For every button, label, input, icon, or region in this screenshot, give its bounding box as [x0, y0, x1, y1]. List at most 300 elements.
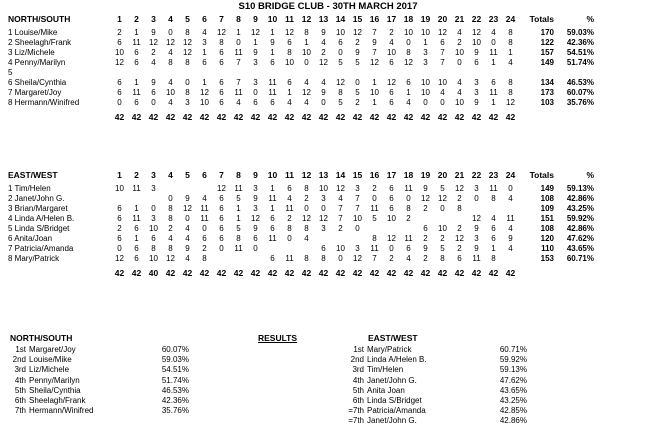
- result-row: [4, 365, 189, 375]
- score-cell: [485, 204, 502, 214]
- score-cell: 12: [183, 38, 192, 47]
- score-cell: 8: [168, 244, 173, 253]
- board-total: 42: [318, 112, 329, 122]
- board-total: 42: [505, 268, 516, 278]
- score-cell: 12: [302, 88, 311, 97]
- score-cell: 9: [253, 48, 258, 57]
- result-pair: Penny/Marilyn: [29, 375, 80, 385]
- board-number: 1: [117, 14, 122, 24]
- board-total: 42: [216, 268, 227, 278]
- score-cell: 4: [151, 58, 156, 67]
- result-pair: Patricia/Amanda: [367, 406, 426, 416]
- score-cell: 8: [168, 58, 173, 67]
- score-cell: 8: [508, 78, 513, 87]
- score-cell: [502, 204, 519, 214]
- score-cell: [111, 68, 128, 78]
- result-percent: 43.65%: [499, 385, 527, 395]
- score-cell: 10: [285, 58, 294, 67]
- score-cell: 9: [372, 38, 377, 47]
- pair-percent: 60.71%: [566, 254, 594, 263]
- board-number: 2: [134, 14, 139, 24]
- score-cell: 6: [423, 224, 428, 233]
- score-cell: 4: [457, 88, 462, 97]
- score-cell: 7: [236, 78, 241, 87]
- table-row: [8, 194, 594, 204]
- score-cell: [162, 184, 179, 194]
- result-pair: Janet/John G.: [367, 416, 417, 426]
- board-number: 18: [403, 170, 414, 180]
- score-cell: 6: [117, 234, 122, 243]
- score-cell: 6: [389, 204, 394, 213]
- board-total: 42: [182, 112, 193, 122]
- board-number: 10: [267, 14, 278, 24]
- board-total: 42: [199, 112, 210, 122]
- pair-name: 2 Sheelagh/Frank: [8, 38, 72, 47]
- score-cell: 6: [219, 224, 224, 233]
- score-cell: 7: [338, 214, 343, 223]
- score-cell: 11: [200, 204, 209, 213]
- result-pair: Mary/Patrick: [367, 345, 412, 355]
- result-percent: 47.62%: [499, 375, 527, 385]
- result-rank: 5th: [14, 385, 26, 395]
- result-percent: 42.85%: [499, 406, 527, 416]
- score-cell: 4: [406, 98, 411, 107]
- result-percent: 59.13%: [499, 365, 527, 375]
- pair-name: 7 Patricia/Amanda: [8, 244, 74, 253]
- score-cell: [213, 254, 230, 264]
- board-total: 42: [488, 112, 499, 122]
- score-cell: 5: [372, 214, 377, 223]
- result-row: [342, 376, 527, 386]
- score-cell: [230, 68, 247, 78]
- pct-header: %: [586, 170, 594, 180]
- score-cell: 10: [149, 224, 158, 233]
- page-title: S10 BRIDGE CLUB - 30TH MARCH 2017: [238, 1, 418, 12]
- score-cell: 0: [406, 38, 411, 47]
- score-cell: 10: [319, 184, 328, 193]
- board-total: 42: [437, 268, 448, 278]
- score-cell: [298, 244, 315, 254]
- score-cell: 9: [423, 244, 428, 253]
- score-cell: 6: [287, 78, 292, 87]
- score-cell: 6: [270, 98, 275, 107]
- score-cell: [145, 194, 162, 204]
- score-cell: 2: [423, 234, 428, 243]
- result-rank: 4th: [352, 375, 364, 385]
- score-cell: 2: [338, 224, 343, 233]
- score-cell: [383, 224, 400, 234]
- table-row: [8, 224, 594, 234]
- score-cell: 4: [508, 224, 513, 233]
- score-cell: 8: [321, 254, 326, 263]
- score-cell: 0: [151, 204, 156, 213]
- score-cell: 11: [268, 78, 277, 87]
- score-cell: 2: [355, 38, 360, 47]
- score-cell: 10: [455, 48, 464, 57]
- score-cell: 10: [438, 224, 447, 233]
- board-total: 42: [114, 268, 125, 278]
- score-cell: 2: [389, 254, 394, 263]
- result-rank: =7th: [348, 406, 364, 416]
- score-cell: 12: [370, 58, 379, 67]
- score-cell: 4: [236, 98, 241, 107]
- score-cell: 12: [336, 78, 345, 87]
- score-cell: 9: [321, 88, 326, 97]
- table-row: [8, 214, 594, 224]
- pair-percent: 59.13%: [566, 184, 594, 193]
- pair-percent: 42.36%: [566, 38, 594, 47]
- score-cell: 6: [219, 214, 224, 223]
- score-cell: 3: [151, 214, 156, 223]
- score-cell: 9: [355, 48, 360, 57]
- totals-header: Totals: [529, 170, 554, 180]
- score-cell: 6: [219, 234, 224, 243]
- score-cell: 0: [168, 194, 173, 203]
- score-cell: [451, 214, 468, 224]
- score-cell: 6: [219, 88, 224, 97]
- score-cell: 3: [321, 194, 326, 203]
- result-pair: Liz/Michele: [29, 365, 70, 375]
- score-cell: 9: [253, 224, 258, 233]
- score-cell: 12: [217, 184, 226, 193]
- result-pair: Linda A/Helen B.: [367, 355, 427, 365]
- result-row: [342, 416, 527, 426]
- score-cell: 1: [270, 204, 275, 213]
- score-cell: 0: [406, 194, 411, 203]
- score-cell: 5: [355, 58, 360, 67]
- score-cell: 6: [474, 58, 479, 67]
- result-rank: =7th: [348, 416, 364, 426]
- result-percent: 51.74%: [161, 375, 189, 385]
- score-cell: 10: [149, 254, 158, 263]
- score-cell: 11: [200, 214, 209, 223]
- score-cell: 3: [423, 58, 428, 67]
- pair-name: 6 Sheila/Cynthia: [8, 78, 67, 87]
- score-cell: 6: [202, 58, 207, 67]
- board-total: 42: [437, 112, 448, 122]
- score-cell: 10: [336, 244, 345, 253]
- board-number: 2: [134, 170, 139, 180]
- score-cell: 6: [321, 244, 326, 253]
- score-cell: 6: [219, 98, 224, 107]
- score-cell: 5: [338, 58, 343, 67]
- score-cell: 12: [336, 184, 345, 193]
- score-cell: 3: [151, 184, 156, 193]
- board-number: 22: [471, 14, 482, 24]
- score-cell: 6: [491, 78, 496, 87]
- board-total: 42: [488, 268, 499, 278]
- result-rank: 1st: [353, 345, 364, 355]
- board-total: 42: [403, 112, 414, 122]
- score-cell: 3: [474, 234, 479, 243]
- score-cell: 1: [134, 234, 139, 243]
- pair-name: 8 Hermann/Winifred: [8, 98, 80, 107]
- board-total: 42: [148, 112, 159, 122]
- score-cell: 4: [287, 98, 292, 107]
- score-cell: 11: [268, 88, 277, 97]
- footer-label: [8, 112, 111, 122]
- board-total: 42: [386, 268, 397, 278]
- score-cell: 12: [115, 254, 124, 263]
- board-number: 5: [185, 14, 190, 24]
- table-row: [8, 204, 594, 214]
- score-cell: 12: [285, 28, 294, 37]
- score-cell: 1: [236, 204, 241, 213]
- board-number: 17: [386, 14, 397, 24]
- score-cell: 9: [474, 224, 479, 233]
- board-total: 42: [233, 268, 244, 278]
- score-cell: [400, 68, 417, 78]
- score-cell: 6: [117, 88, 122, 97]
- score-cell: 12: [387, 78, 396, 87]
- score-cell: 4: [491, 214, 496, 223]
- pair-total: 110: [541, 244, 554, 253]
- score-cell: 12: [183, 204, 192, 213]
- score-cell: 9: [151, 28, 156, 37]
- score-cell: 11: [370, 244, 379, 253]
- score-cell: 9: [185, 194, 190, 203]
- score-cell: 2: [440, 234, 445, 243]
- board-total: 42: [267, 112, 278, 122]
- board-number: 3: [151, 14, 156, 24]
- board-number: 20: [437, 170, 448, 180]
- board-total: 42: [233, 112, 244, 122]
- result-rank: 3rd: [352, 365, 364, 375]
- board-total: 42: [454, 112, 465, 122]
- result-rank: 6th: [14, 396, 26, 406]
- board-total: 42: [471, 268, 482, 278]
- score-cell: [400, 224, 417, 234]
- board-number: 9: [253, 170, 258, 180]
- score-cell: [179, 68, 196, 78]
- north-south-table: [8, 14, 594, 122]
- score-cell: 2: [151, 48, 156, 57]
- score-cell: [162, 68, 179, 78]
- east-west-table: [8, 170, 594, 278]
- score-cell: 1: [372, 98, 377, 107]
- score-cell: 6: [270, 214, 275, 223]
- score-cell: 6: [134, 98, 139, 107]
- score-cell: [502, 254, 519, 264]
- score-cell: 11: [506, 214, 515, 223]
- pair-percent: 47.62%: [566, 234, 594, 243]
- table-row: [8, 28, 594, 38]
- score-cell: [213, 68, 230, 78]
- totals-header: Totals: [529, 14, 554, 24]
- score-cell: 8: [151, 244, 156, 253]
- pair-name: 8 Mary/Patrick: [8, 254, 60, 263]
- score-cell: 10: [421, 88, 430, 97]
- score-cell: 6: [134, 224, 139, 233]
- score-cell: [264, 244, 281, 254]
- score-cell: 6: [440, 38, 445, 47]
- score-cell: 10: [438, 78, 447, 87]
- score-cell: 0: [117, 98, 122, 107]
- score-cell: 9: [474, 244, 479, 253]
- section-heading: NORTH/SOUTH: [8, 14, 71, 24]
- score-cell: 2: [168, 224, 173, 233]
- score-cell: 1: [304, 38, 309, 47]
- score-cell: 12: [319, 58, 328, 67]
- board-total: 42: [250, 112, 261, 122]
- board-number: 7: [219, 14, 224, 24]
- board-number: 11: [285, 170, 294, 180]
- pair-total: 173: [540, 88, 554, 97]
- score-cell: 11: [132, 214, 141, 223]
- result-row: [4, 355, 189, 365]
- score-cell: 4: [185, 234, 190, 243]
- score-cell: 10: [472, 38, 481, 47]
- score-cell: 0: [253, 88, 258, 97]
- score-cell: 6: [253, 234, 258, 243]
- score-cell: 6: [151, 88, 156, 97]
- score-cell: 3: [474, 88, 479, 97]
- score-cell: [111, 194, 128, 204]
- header-row: [8, 14, 594, 24]
- score-cell: 4: [321, 38, 326, 47]
- result-pair: Louise/Mike: [29, 355, 72, 365]
- result-percent: 35.76%: [161, 406, 189, 416]
- board-number: 11: [285, 14, 294, 24]
- score-cell: 12: [455, 184, 464, 193]
- result-row: [342, 396, 527, 406]
- score-cell: 10: [200, 98, 209, 107]
- score-cell: 6: [389, 184, 394, 193]
- board-number: 12: [301, 170, 312, 180]
- score-cell: 6: [117, 38, 122, 47]
- score-cell: 7: [440, 48, 445, 57]
- score-cell: 10: [353, 214, 362, 223]
- score-cell: 11: [472, 254, 481, 263]
- pair-total: [519, 68, 554, 78]
- score-cell: 0: [321, 98, 326, 107]
- score-cell: 12: [319, 214, 328, 223]
- pair-percent: 46.53%: [566, 78, 594, 87]
- score-cell: 11: [234, 184, 243, 193]
- score-cell: 0: [236, 38, 241, 47]
- score-cell: 6: [389, 98, 394, 107]
- score-cell: 2: [304, 194, 309, 203]
- score-cell: 4: [168, 48, 173, 57]
- score-cell: 0: [338, 48, 343, 57]
- score-cell: 4: [508, 194, 513, 203]
- score-cell: [485, 68, 502, 78]
- result-row: [4, 406, 189, 416]
- pct-header: %: [586, 14, 594, 24]
- score-cell: 6: [151, 234, 156, 243]
- score-cell: 10: [336, 28, 345, 37]
- score-cell: [349, 68, 366, 78]
- result-row: [342, 406, 527, 416]
- result-pair: Sheelagh/Frank: [29, 396, 86, 406]
- pair-name: 2 Janet/John G.: [8, 194, 65, 203]
- board-number: 20: [437, 14, 448, 24]
- result-row: [4, 376, 189, 386]
- score-cell: 2: [406, 214, 411, 223]
- score-cell: 5: [440, 244, 445, 253]
- score-cell: [196, 184, 213, 194]
- score-cell: 2: [287, 214, 292, 223]
- board-number: 19: [420, 170, 431, 180]
- board-total: 42: [284, 268, 295, 278]
- score-cell: 4: [491, 28, 496, 37]
- score-cell: 12: [438, 194, 447, 203]
- score-cell: 2: [457, 224, 462, 233]
- score-cell: 2: [423, 254, 428, 263]
- score-cell: 9: [474, 98, 479, 107]
- score-cell: 1: [491, 98, 496, 107]
- table-row: [8, 48, 594, 58]
- board-number: 24: [505, 14, 516, 24]
- score-cell: 12: [251, 214, 260, 223]
- score-cell: 6: [202, 234, 207, 243]
- board-total: 42: [420, 268, 431, 278]
- score-cell: [434, 214, 451, 224]
- score-cell: 8: [304, 184, 309, 193]
- score-cell: 6: [406, 78, 411, 87]
- score-cell: 1: [202, 48, 207, 57]
- result-percent: 46.53%: [161, 385, 189, 395]
- score-cell: 0: [304, 204, 309, 213]
- score-cell: 6: [219, 204, 224, 213]
- board-number: 21: [454, 170, 465, 180]
- score-cell: 8: [168, 214, 173, 223]
- score-cell: 4: [338, 194, 343, 203]
- score-cell: 4: [168, 234, 173, 243]
- result-percent: 60.71%: [499, 345, 527, 355]
- score-cell: 12: [251, 28, 260, 37]
- result-rank: 2nd: [350, 355, 364, 365]
- score-cell: 9: [151, 78, 156, 87]
- score-cell: 4: [321, 78, 326, 87]
- board-number: 4: [168, 170, 173, 180]
- result-percent: 59.92%: [499, 355, 527, 365]
- pair-name: 5: [8, 68, 13, 77]
- score-cell: [468, 68, 485, 78]
- score-cell: 10: [404, 28, 413, 37]
- score-cell: 12: [217, 28, 226, 37]
- board-total: 42: [335, 268, 346, 278]
- score-cell: 6: [457, 254, 462, 263]
- score-cell: [145, 68, 162, 78]
- pair-name: 6 Anita/Joan: [8, 234, 53, 243]
- table-row: [8, 58, 594, 68]
- board-number: 3: [151, 170, 156, 180]
- score-cell: 1: [236, 28, 241, 37]
- board-total: 42: [267, 268, 278, 278]
- board-number: 15: [352, 170, 363, 180]
- score-cell: 1: [253, 38, 258, 47]
- result-pair: Hermann/Winifred: [29, 406, 94, 416]
- pair-name: 4 Penny/Marilyn: [8, 58, 66, 67]
- score-cell: 8: [508, 38, 513, 47]
- pair-percent: 35.76%: [566, 98, 594, 107]
- score-cell: 1: [406, 88, 411, 97]
- pair-percent: 43.65%: [566, 244, 594, 253]
- result-row: [342, 345, 527, 355]
- score-cell: 1: [287, 88, 292, 97]
- board-total: 42: [165, 112, 176, 122]
- board-number: 16: [369, 14, 380, 24]
- score-cell: 1: [270, 48, 275, 57]
- score-cell: 4: [508, 58, 513, 67]
- score-cell: 12: [404, 58, 413, 67]
- table-row: [8, 68, 594, 78]
- score-cell: 9: [321, 28, 326, 37]
- score-cell: 12: [166, 254, 175, 263]
- result-rank: 2nd: [12, 355, 26, 365]
- pair-percent: 54.51%: [566, 48, 594, 57]
